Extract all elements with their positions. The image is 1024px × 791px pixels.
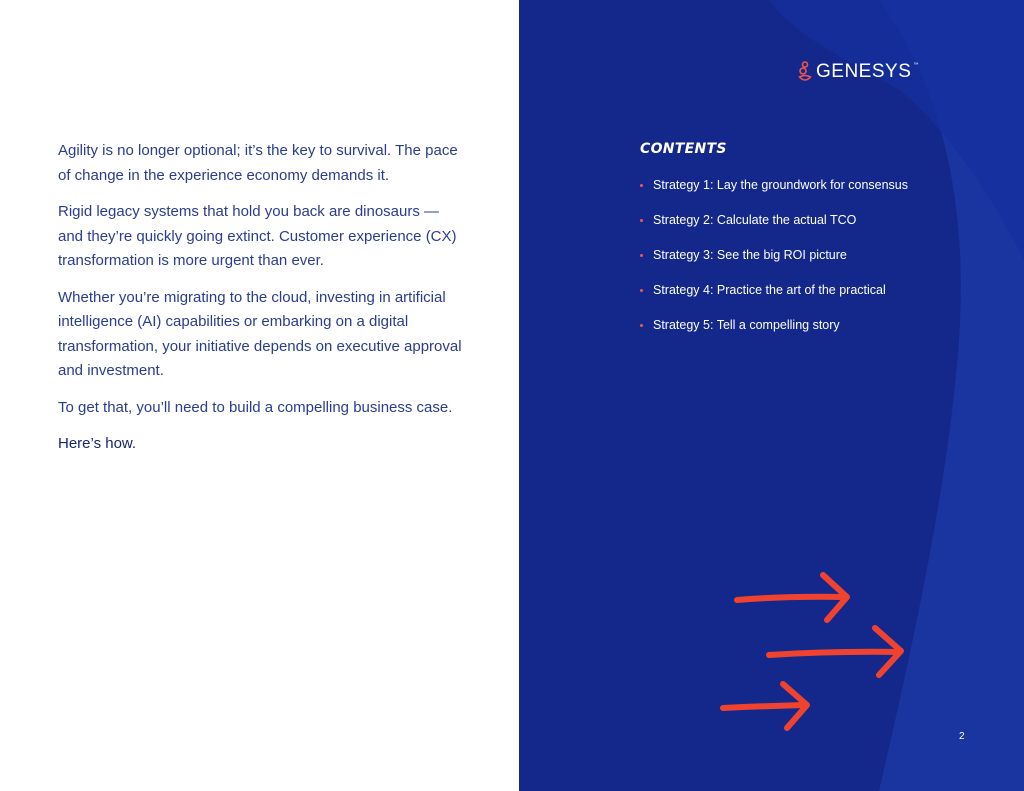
genesys-mark-icon xyxy=(798,61,812,83)
trademark-symbol: ™ xyxy=(913,62,919,68)
intro-text xyxy=(58,139,468,469)
toc-item-label: Strategy 4: Practice the art of the practical xyxy=(653,283,886,297)
intro-paragraph: Agility is no longer optional; it’s the key to survival. The pace of change in the experience economy demands it. xyxy=(58,142,458,184)
contents-heading: CONTENTS xyxy=(640,141,727,157)
toc-item[interactable] xyxy=(640,211,908,246)
arrow-right-icon xyxy=(769,628,901,675)
arrow-right-icon xyxy=(737,575,847,620)
genesys-logo xyxy=(798,60,920,84)
bullet-icon xyxy=(640,289,643,292)
arrow-right-icon xyxy=(723,684,807,728)
intro-paragraph: To get that, you’ll need to build a compelling business case. xyxy=(58,398,453,416)
toc-item-label: Strategy 3: See the big ROI picture xyxy=(653,248,847,262)
bullet-icon xyxy=(640,184,643,187)
decorative-arrows xyxy=(715,560,915,740)
genesys-wordmark: GENESYS xyxy=(816,61,912,82)
intro-cta: Here’s how. xyxy=(58,435,137,452)
toc-item-label: Strategy 5: Tell a compelling story xyxy=(653,318,840,332)
page-number: 2 xyxy=(959,731,965,742)
bullet-icon xyxy=(640,219,643,222)
bullet-icon xyxy=(640,324,643,327)
toc-item[interactable] xyxy=(640,281,908,316)
bullet-icon xyxy=(640,254,643,257)
toc-item-label: Strategy 1: Lay the groundwork for consensus xyxy=(653,178,909,192)
toc-item[interactable] xyxy=(640,246,908,281)
table-of-contents xyxy=(640,176,908,351)
toc-item[interactable] xyxy=(640,176,908,211)
intro-paragraph: Rigid legacy systems that hold you back are dinosaurs — and they’re quickly going extinct. Customer experience (CX) transformation is more urgent than ever. xyxy=(58,203,457,269)
intro-paragraph: Whether you’re migrating to the cloud, investing in artificial intelligence (AI) capabilities or embarking on a digital transformation, your initiative depends on executive approval and investment. xyxy=(58,288,462,379)
toc-item-label: Strategy 2: Calculate the actual TCO xyxy=(653,213,857,227)
toc-item[interactable] xyxy=(640,316,908,351)
right-page xyxy=(519,0,1024,791)
